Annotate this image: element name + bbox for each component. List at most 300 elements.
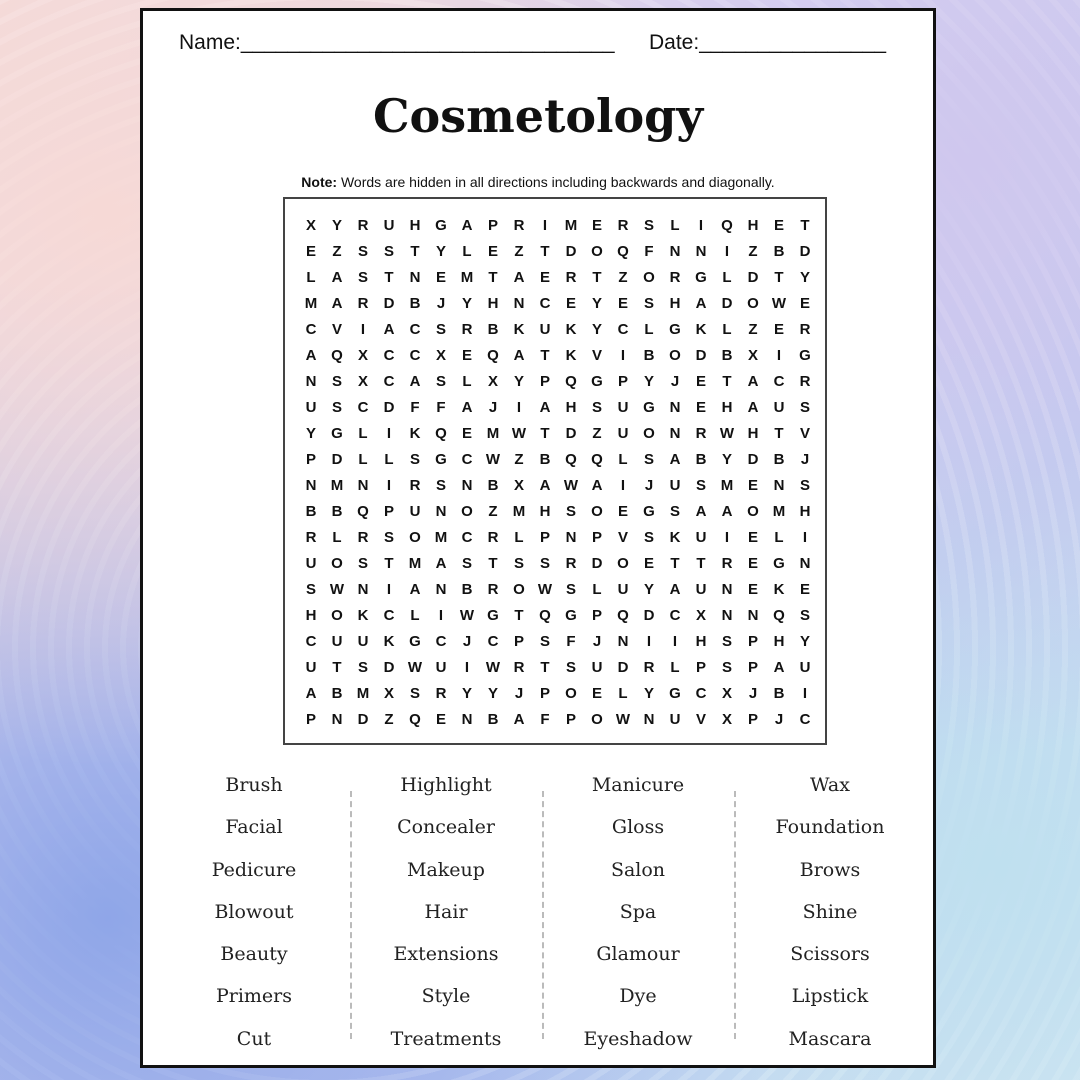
grid-letter[interactable]: V [331, 320, 342, 338]
grid-letter[interactable]: S [643, 216, 654, 234]
grid-letter[interactable]: H [487, 294, 499, 312]
grid-letter[interactable]: E [435, 268, 446, 286]
grid-letter[interactable]: Q [721, 216, 733, 234]
grid-letter[interactable]: Q [617, 242, 629, 260]
grid-letter[interactable]: K [357, 606, 369, 624]
grid-letter[interactable]: B [305, 502, 317, 520]
grid-letter[interactable]: N [565, 528, 577, 546]
grid-letter[interactable]: Q [539, 606, 551, 624]
grid-letter[interactable]: U [357, 632, 369, 650]
grid-letter[interactable]: H [669, 294, 681, 312]
grid-letter[interactable]: E [747, 580, 758, 598]
grid-letter[interactable]: O [591, 502, 603, 520]
grid-letter[interactable]: S [357, 554, 368, 572]
grid-letter[interactable]: R [669, 268, 681, 286]
grid-letter[interactable]: B [487, 710, 499, 728]
grid-letter[interactable]: U [305, 658, 317, 676]
grid-letter[interactable]: R [565, 554, 577, 572]
grid-letter[interactable]: S [305, 580, 316, 598]
grid-letter[interactable]: U [617, 424, 629, 442]
grid-letter[interactable]: S [435, 320, 446, 338]
grid-letter[interactable]: I [386, 476, 392, 494]
grid-letter[interactable]: N [435, 580, 447, 598]
grid-letter[interactable]: K [773, 580, 785, 598]
grid-letter[interactable]: Z [748, 320, 758, 338]
grid-letter[interactable]: W [615, 710, 631, 728]
grid-letter[interactable]: C [461, 450, 473, 468]
grid-letter[interactable]: D [565, 424, 577, 442]
grid-letter[interactable]: M [356, 684, 370, 702]
grid-letter[interactable]: A [773, 658, 785, 676]
grid-letter[interactable]: T [332, 658, 342, 676]
grid-letter[interactable]: N [669, 398, 681, 416]
grid-letter[interactable]: U [435, 658, 447, 676]
grid-letter[interactable]: X [487, 372, 498, 390]
grid-letter[interactable]: E [799, 580, 810, 598]
grid-letter[interactable]: K [409, 424, 421, 442]
grid-letter[interactable]: K [513, 320, 525, 338]
grid-letter[interactable]: N [305, 476, 317, 494]
grid-letter[interactable]: R [357, 216, 369, 234]
grid-letter[interactable]: N [669, 424, 681, 442]
grid-letter[interactable]: K [695, 320, 707, 338]
grid-letter[interactable]: R [487, 580, 499, 598]
grid-letter[interactable]: L [774, 528, 784, 546]
grid-letter[interactable]: U [669, 476, 681, 494]
grid-letter[interactable]: Q [565, 372, 577, 390]
grid-letter[interactable]: Z [618, 268, 628, 286]
grid-letter[interactable]: H [409, 216, 421, 234]
grid-letter[interactable]: S [357, 268, 368, 286]
grid-letter[interactable]: R [643, 658, 655, 676]
grid-letter[interactable]: T [696, 554, 706, 572]
grid-letter[interactable]: E [617, 502, 628, 520]
grid-letter[interactable]: W [407, 658, 423, 676]
grid-letter[interactable]: K [669, 528, 681, 546]
grid-letter[interactable]: Y [799, 268, 810, 286]
grid-letter[interactable]: O [643, 424, 655, 442]
grid-letter[interactable]: C [409, 320, 421, 338]
grid-letter[interactable]: T [488, 554, 498, 572]
grid-letter[interactable]: E [591, 216, 602, 234]
grid-letter[interactable]: C [435, 632, 447, 650]
grid-letter[interactable]: S [799, 398, 810, 416]
grid-letter[interactable]: M [564, 216, 578, 234]
grid-letter[interactable]: G [435, 450, 447, 468]
grid-letter[interactable]: E [747, 528, 758, 546]
grid-letter[interactable]: S [695, 476, 706, 494]
grid-letter[interactable]: C [539, 294, 551, 312]
grid-letter[interactable]: M [330, 476, 344, 494]
grid-letter[interactable]: L [670, 658, 680, 676]
grid-letter[interactable]: K [383, 632, 395, 650]
grid-letter[interactable]: P [747, 632, 758, 650]
grid-letter[interactable]: E [695, 372, 706, 390]
grid-letter[interactable]: L [618, 450, 628, 468]
grid-letter[interactable]: H [539, 502, 551, 520]
grid-letter[interactable]: B [487, 320, 499, 338]
grid-letter[interactable]: D [721, 294, 733, 312]
grid-letter[interactable]: C [773, 372, 785, 390]
grid-letter[interactable]: Y [643, 372, 654, 390]
grid-letter[interactable]: W [771, 294, 787, 312]
grid-letter[interactable]: I [360, 320, 366, 338]
grid-letter[interactable]: X [695, 606, 706, 624]
grid-letter[interactable]: I [386, 424, 392, 442]
grid-letter[interactable]: Z [332, 242, 342, 260]
grid-letter[interactable]: Q [773, 606, 785, 624]
grid-letter[interactable]: L [306, 268, 316, 286]
grid-letter[interactable]: H [695, 632, 707, 650]
grid-letter[interactable]: C [357, 398, 369, 416]
grid-letter[interactable]: P [565, 710, 576, 728]
grid-letter[interactable]: E [305, 242, 316, 260]
grid-letter[interactable]: Z [488, 502, 498, 520]
grid-letter[interactable]: W [511, 424, 527, 442]
grid-letter[interactable]: R [435, 684, 447, 702]
grid-letter[interactable]: A [513, 346, 525, 364]
grid-letter[interactable]: L [332, 528, 342, 546]
grid-letter[interactable]: G [487, 606, 499, 624]
grid-letter[interactable]: A [591, 476, 603, 494]
grid-letter[interactable]: T [670, 554, 680, 572]
grid-letter[interactable]: A [539, 476, 551, 494]
grid-letter[interactable]: A [513, 710, 525, 728]
grid-letter[interactable]: R [357, 528, 369, 546]
grid-letter[interactable]: D [565, 242, 577, 260]
grid-letter[interactable]: Z [514, 242, 524, 260]
grid-letter[interactable]: B [721, 346, 733, 364]
grid-letter[interactable]: D [747, 268, 759, 286]
grid-letter[interactable]: N [695, 242, 707, 260]
grid-letter[interactable]: P [695, 658, 706, 676]
grid-letter[interactable]: P [513, 632, 524, 650]
grid-letter[interactable]: A [461, 216, 473, 234]
grid-letter[interactable]: B [695, 450, 707, 468]
grid-letter[interactable]: B [409, 294, 421, 312]
grid-letter[interactable]: U [383, 216, 395, 234]
grid-letter[interactable]: T [540, 658, 550, 676]
grid-letter[interactable]: O [747, 294, 759, 312]
grid-letter[interactable]: S [565, 658, 576, 676]
grid-letter[interactable]: L [722, 268, 732, 286]
grid-letter[interactable]: M [512, 502, 526, 520]
grid-letter[interactable]: T [722, 372, 732, 390]
grid-letter[interactable]: J [800, 450, 810, 468]
grid-letter[interactable]: J [644, 476, 654, 494]
grid-letter[interactable]: X [357, 372, 368, 390]
grid-letter[interactable]: E [773, 320, 784, 338]
grid-letter[interactable]: J [748, 684, 758, 702]
grid-letter[interactable]: P [747, 658, 758, 676]
grid-letter[interactable]: I [724, 242, 730, 260]
grid-letter[interactable]: A [747, 372, 759, 390]
grid-letter[interactable]: D [747, 450, 759, 468]
grid-letter[interactable]: L [462, 242, 472, 260]
grid-letter[interactable]: L [618, 684, 628, 702]
grid-letter[interactable]: H [565, 398, 577, 416]
grid-letter[interactable]: Q [591, 450, 603, 468]
grid-letter[interactable]: S [409, 684, 420, 702]
grid-letter[interactable]: Z [514, 450, 524, 468]
grid-letter[interactable]: S [357, 658, 368, 676]
grid-letter[interactable]: A [695, 294, 707, 312]
grid-letter[interactable]: D [591, 554, 603, 572]
grid-letter[interactable]: C [383, 372, 395, 390]
grid-letter[interactable]: X [383, 684, 394, 702]
grid-letter[interactable]: G [331, 424, 343, 442]
grid-letter[interactable]: N [721, 606, 733, 624]
grid-letter[interactable]: P [539, 684, 550, 702]
grid-letter[interactable]: G [591, 372, 603, 390]
grid-letter[interactable]: S [461, 554, 472, 572]
grid-letter[interactable]: T [540, 424, 550, 442]
grid-letter[interactable]: X [305, 216, 316, 234]
grid-letter[interactable]: P [591, 528, 602, 546]
grid-letter[interactable]: B [643, 346, 655, 364]
grid-letter[interactable]: H [305, 606, 317, 624]
grid-letter[interactable]: B [487, 476, 499, 494]
grid-letter[interactable]: A [513, 268, 525, 286]
grid-letter[interactable]: Y [799, 632, 810, 650]
grid-letter[interactable]: D [383, 658, 395, 676]
grid-letter[interactable]: N [409, 268, 421, 286]
grid-letter[interactable]: A [435, 554, 447, 572]
grid-letter[interactable]: W [329, 580, 345, 598]
grid-letter[interactable]: U [539, 320, 551, 338]
grid-letter[interactable]: N [617, 632, 629, 650]
grid-letter[interactable]: P [591, 606, 602, 624]
grid-letter[interactable]: A [695, 502, 707, 520]
grid-letter[interactable]: R [409, 476, 421, 494]
grid-letter[interactable]: U [799, 658, 811, 676]
grid-letter[interactable]: L [644, 320, 654, 338]
grid-letter[interactable]: J [514, 684, 524, 702]
grid-letter[interactable]: E [747, 476, 758, 494]
grid-letter[interactable]: U [669, 710, 681, 728]
grid-letter[interactable]: A [669, 580, 681, 598]
grid-letter[interactable]: R [695, 424, 707, 442]
grid-letter[interactable]: S [331, 398, 342, 416]
grid-letter[interactable]: S [409, 450, 420, 468]
grid-letter[interactable]: O [513, 580, 525, 598]
grid-letter[interactable]: L [358, 424, 368, 442]
grid-letter[interactable]: Y [643, 580, 654, 598]
grid-letter[interactable]: T [540, 242, 550, 260]
grid-letter[interactable]: O [591, 242, 603, 260]
grid-letter[interactable]: A [409, 372, 421, 390]
grid-letter[interactable]: Y [513, 372, 524, 390]
grid-letter[interactable]: Y [487, 684, 498, 702]
grid-letter[interactable]: H [799, 502, 811, 520]
grid-letter[interactable]: S [565, 502, 576, 520]
grid-letter[interactable]: F [436, 398, 446, 416]
grid-letter[interactable]: L [592, 580, 602, 598]
grid-letter[interactable]: J [462, 632, 472, 650]
grid-letter[interactable]: U [617, 580, 629, 598]
grid-letter[interactable]: C [383, 346, 395, 364]
grid-letter[interactable]: Z [748, 242, 758, 260]
grid-letter[interactable]: L [514, 528, 524, 546]
grid-letter[interactable]: U [695, 580, 707, 598]
grid-letter[interactable]: P [617, 372, 628, 390]
grid-letter[interactable]: T [800, 216, 810, 234]
grid-letter[interactable]: J [488, 398, 498, 416]
grid-letter[interactable]: I [698, 216, 704, 234]
grid-letter[interactable]: Q [409, 710, 421, 728]
grid-letter[interactable]: C [461, 528, 473, 546]
grid-letter[interactable]: S [799, 606, 810, 624]
grid-letter[interactable]: U [617, 398, 629, 416]
grid-letter[interactable]: Z [592, 424, 602, 442]
grid-letter[interactable]: T [592, 268, 602, 286]
grid-letter[interactable]: S [591, 398, 602, 416]
grid-letter[interactable]: I [802, 528, 808, 546]
grid-letter[interactable]: E [435, 710, 446, 728]
grid-letter[interactable]: Y [643, 684, 654, 702]
grid-letter[interactable]: I [464, 658, 470, 676]
grid-letter[interactable]: N [357, 476, 369, 494]
grid-letter[interactable]: C [695, 684, 707, 702]
grid-letter[interactable]: I [672, 632, 678, 650]
grid-letter[interactable]: V [591, 346, 602, 364]
grid-letter[interactable]: I [542, 216, 548, 234]
grid-letter[interactable]: S [539, 554, 550, 572]
grid-letter[interactable]: E [773, 216, 784, 234]
grid-letter[interactable]: A [539, 398, 551, 416]
grid-letter[interactable]: A [305, 346, 317, 364]
grid-letter[interactable]: F [566, 632, 576, 650]
grid-letter[interactable]: D [357, 710, 369, 728]
grid-letter[interactable]: E [539, 268, 550, 286]
grid-letter[interactable]: Y [435, 242, 446, 260]
grid-letter[interactable]: A [461, 398, 473, 416]
grid-letter[interactable]: O [617, 554, 629, 572]
grid-letter[interactable]: J [436, 294, 446, 312]
grid-letter[interactable]: S [721, 658, 732, 676]
grid-letter[interactable]: S [799, 476, 810, 494]
grid-letter[interactable]: G [799, 346, 811, 364]
grid-letter[interactable]: R [565, 268, 577, 286]
grid-letter[interactable]: Q [617, 606, 629, 624]
grid-letter[interactable]: Y [305, 424, 316, 442]
grid-letter[interactable]: E [799, 294, 810, 312]
grid-letter[interactable]: J [592, 632, 602, 650]
grid-letter[interactable]: M [408, 554, 422, 572]
grid-letter[interactable]: E [565, 294, 576, 312]
grid-letter[interactable]: P [487, 216, 498, 234]
grid-letter[interactable]: W [563, 476, 579, 494]
grid-letter[interactable]: C [799, 710, 811, 728]
grid-letter[interactable]: W [719, 424, 735, 442]
grid-letter[interactable]: R [721, 554, 733, 572]
grid-letter[interactable]: U [591, 658, 603, 676]
grid-letter[interactable]: O [747, 502, 759, 520]
grid-letter[interactable]: S [435, 476, 446, 494]
grid-letter[interactable]: M [460, 268, 474, 286]
grid-letter[interactable]: N [669, 242, 681, 260]
grid-letter[interactable]: Q [565, 450, 577, 468]
grid-letter[interactable]: P [305, 450, 316, 468]
grid-letter[interactable]: T [384, 268, 394, 286]
grid-letter[interactable]: D [331, 450, 343, 468]
grid-letter[interactable]: G [643, 398, 655, 416]
grid-letter[interactable]: G [773, 554, 785, 572]
grid-letter[interactable]: Q [331, 346, 343, 364]
grid-letter[interactable]: O [565, 684, 577, 702]
grid-letter[interactable]: N [305, 372, 317, 390]
grid-letter[interactable]: E [617, 294, 628, 312]
grid-letter[interactable]: U [305, 398, 317, 416]
grid-letter[interactable]: N [357, 580, 369, 598]
grid-letter[interactable]: R [487, 528, 499, 546]
grid-letter[interactable]: P [539, 372, 550, 390]
grid-letter[interactable]: H [721, 398, 733, 416]
grid-letter[interactable]: M [772, 502, 786, 520]
grid-letter[interactable]: T [540, 346, 550, 364]
grid-letter[interactable]: Q [435, 424, 447, 442]
grid-letter[interactable]: S [331, 372, 342, 390]
grid-letter[interactable]: U [695, 528, 707, 546]
grid-letter[interactable]: R [513, 216, 525, 234]
grid-letter[interactable]: I [724, 528, 730, 546]
grid-letter[interactable]: P [305, 710, 316, 728]
grid-letter[interactable]: G [409, 632, 421, 650]
grid-letter[interactable]: U [331, 632, 343, 650]
grid-letter[interactable]: M [434, 528, 448, 546]
grid-letter[interactable]: I [620, 346, 626, 364]
grid-letter[interactable]: C [487, 632, 499, 650]
grid-letter[interactable]: R [357, 294, 369, 312]
grid-letter[interactable]: Y [721, 450, 732, 468]
grid-letter[interactable]: B [539, 450, 551, 468]
grid-letter[interactable]: D [695, 346, 707, 364]
grid-letter[interactable]: R [461, 320, 473, 338]
grid-letter[interactable]: B [773, 242, 785, 260]
grid-letter[interactable]: C [409, 346, 421, 364]
grid-letter[interactable]: A [331, 294, 343, 312]
grid-letter[interactable]: N [513, 294, 525, 312]
grid-letter[interactable]: C [305, 320, 317, 338]
grid-letter[interactable]: A [721, 502, 733, 520]
grid-letter[interactable]: Q [487, 346, 499, 364]
grid-letter[interactable]: L [462, 372, 472, 390]
grid-letter[interactable]: S [643, 450, 654, 468]
grid-letter[interactable]: E [695, 398, 706, 416]
grid-letter[interactable]: D [799, 242, 811, 260]
grid-letter[interactable]: A [747, 398, 759, 416]
grid-letter[interactable]: W [485, 450, 501, 468]
grid-letter[interactable]: N [643, 710, 655, 728]
grid-letter[interactable]: T [488, 268, 498, 286]
grid-letter[interactable]: N [461, 476, 473, 494]
grid-letter[interactable]: S [435, 372, 446, 390]
grid-letter[interactable]: H [747, 216, 759, 234]
grid-letter[interactable]: X [435, 346, 446, 364]
grid-letter[interactable]: A [409, 580, 421, 598]
grid-letter[interactable]: U [409, 502, 421, 520]
grid-letter[interactable]: O [461, 502, 473, 520]
grid-letter[interactable]: N [435, 502, 447, 520]
grid-letter[interactable]: S [383, 528, 394, 546]
grid-letter[interactable]: T [774, 268, 784, 286]
grid-letter[interactable]: Y [461, 684, 472, 702]
grid-letter[interactable]: S [721, 632, 732, 650]
grid-letter[interactable]: K [565, 320, 577, 338]
grid-letter[interactable]: L [670, 216, 680, 234]
grid-letter[interactable]: D [617, 658, 629, 676]
grid-letter[interactable]: N [461, 710, 473, 728]
